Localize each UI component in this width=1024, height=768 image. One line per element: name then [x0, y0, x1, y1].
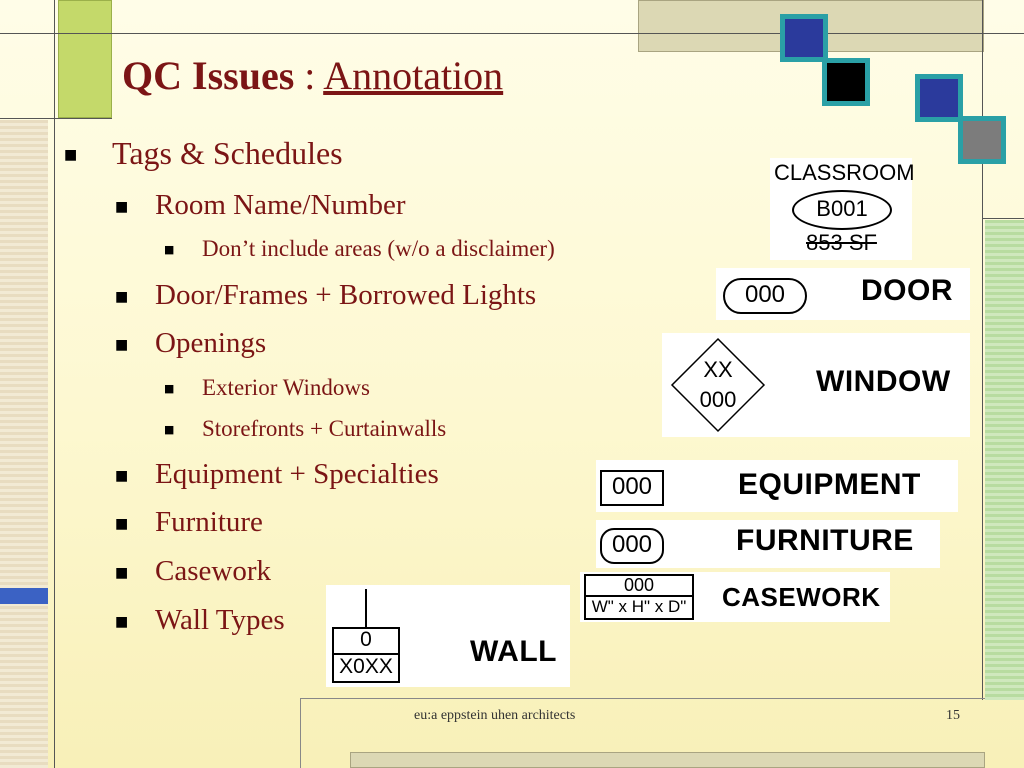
bullet-marker: ■	[64, 147, 78, 163]
decor-square-1	[780, 14, 828, 62]
title-subtitle: Annotation	[323, 53, 504, 98]
wall-tag-panel	[326, 585, 570, 687]
bullet-marker: ■	[115, 468, 129, 484]
equipment-tag-panel	[596, 460, 958, 512]
wall-tag-code: X0XX	[339, 655, 393, 678]
right-decor-strip	[985, 220, 1024, 700]
left-hrule	[0, 118, 112, 119]
title-main: QC Issues	[122, 53, 295, 98]
window-tag-label: WINDOW	[816, 365, 951, 398]
left-blue-bar	[0, 588, 48, 604]
bullet-doors: ■ Door/Frames + Borrowed Lights	[115, 279, 537, 311]
bullet-casework: ■ Casework	[115, 555, 271, 587]
bullet-marker: ■	[115, 199, 129, 215]
vertical-rule-right	[982, 0, 983, 700]
bullet-equipment: ■ Equipment + Specialties	[115, 458, 439, 490]
green-decor-block	[58, 0, 112, 118]
vertical-rule-left	[54, 0, 55, 768]
room-tag-name: CLASSROOM	[774, 160, 915, 185]
bullet-marker: ■	[164, 243, 175, 256]
window-tag-bottom: 000	[699, 387, 737, 412]
equipment-tag-label: EQUIPMENT	[738, 468, 921, 501]
bullet-openings: ■ Openings	[115, 327, 267, 359]
left-decor-strip	[0, 120, 48, 768]
window-tag-diamond	[666, 335, 770, 435]
right-hrule	[982, 218, 1024, 219]
casework-tag-label: CASEWORK	[722, 582, 881, 612]
bullet-room-name: ■ Room Name/Number	[115, 189, 406, 221]
bullet-marker: ■	[164, 423, 175, 436]
decor-square-4	[958, 116, 1006, 164]
door-tag-panel	[716, 268, 970, 320]
bullet-marker: ■	[115, 289, 129, 305]
window-tag-top: XX	[703, 357, 733, 382]
bullet-marker: ■	[115, 565, 129, 581]
room-tag-panel	[770, 158, 915, 260]
bullet-storefronts: ■ Storefronts + Curtainwalls	[164, 416, 447, 441]
room-tag-area: 853 SF	[806, 230, 877, 255]
room-tag-number: B001	[816, 196, 868, 221]
bullet-marker: ■	[115, 614, 129, 630]
casework-tag-panel	[580, 572, 890, 622]
slide-title	[122, 52, 503, 99]
equipment-tag-number: 000	[611, 473, 653, 500]
furniture-tag-label: FURNITURE	[736, 524, 914, 557]
bottom-tan-block	[350, 752, 985, 768]
furniture-tag-number: 000	[611, 531, 653, 558]
door-tag-number: 000	[744, 281, 786, 308]
footer-text: eu:a eppstein uhen architects	[414, 708, 576, 723]
page-number: 15	[946, 708, 960, 723]
door-tag-label: DOOR	[861, 274, 953, 307]
bullet-marker: ■	[115, 516, 129, 532]
wall-tag-number: 0	[360, 628, 372, 651]
window-tag-panel	[662, 333, 970, 437]
bullet-furniture: ■ Furniture	[115, 506, 263, 538]
title-separator: :	[304, 53, 316, 98]
bullet-tags-schedules: ■ Tags & Schedules	[64, 135, 343, 171]
wall-tag-leader	[365, 589, 367, 629]
decor-square-2	[822, 58, 870, 106]
bullet-marker: ■	[115, 337, 129, 353]
bullet-exterior-windows: ■ Exterior Windows	[164, 375, 370, 400]
casework-tag-number: 000	[623, 575, 655, 595]
bullet-marker: ■	[164, 382, 175, 395]
bullet-wall-types: ■ Wall Types	[115, 604, 285, 636]
casework-tag-dims: W" x H" x D"	[591, 597, 687, 616]
wall-tag-label: WALL	[470, 635, 557, 668]
furniture-tag-panel	[596, 520, 940, 568]
top-rule	[0, 33, 1024, 34]
bullet-areas: ■ Don’t include areas (w/o a disclaimer)	[164, 236, 555, 261]
decor-square-3	[915, 74, 963, 122]
